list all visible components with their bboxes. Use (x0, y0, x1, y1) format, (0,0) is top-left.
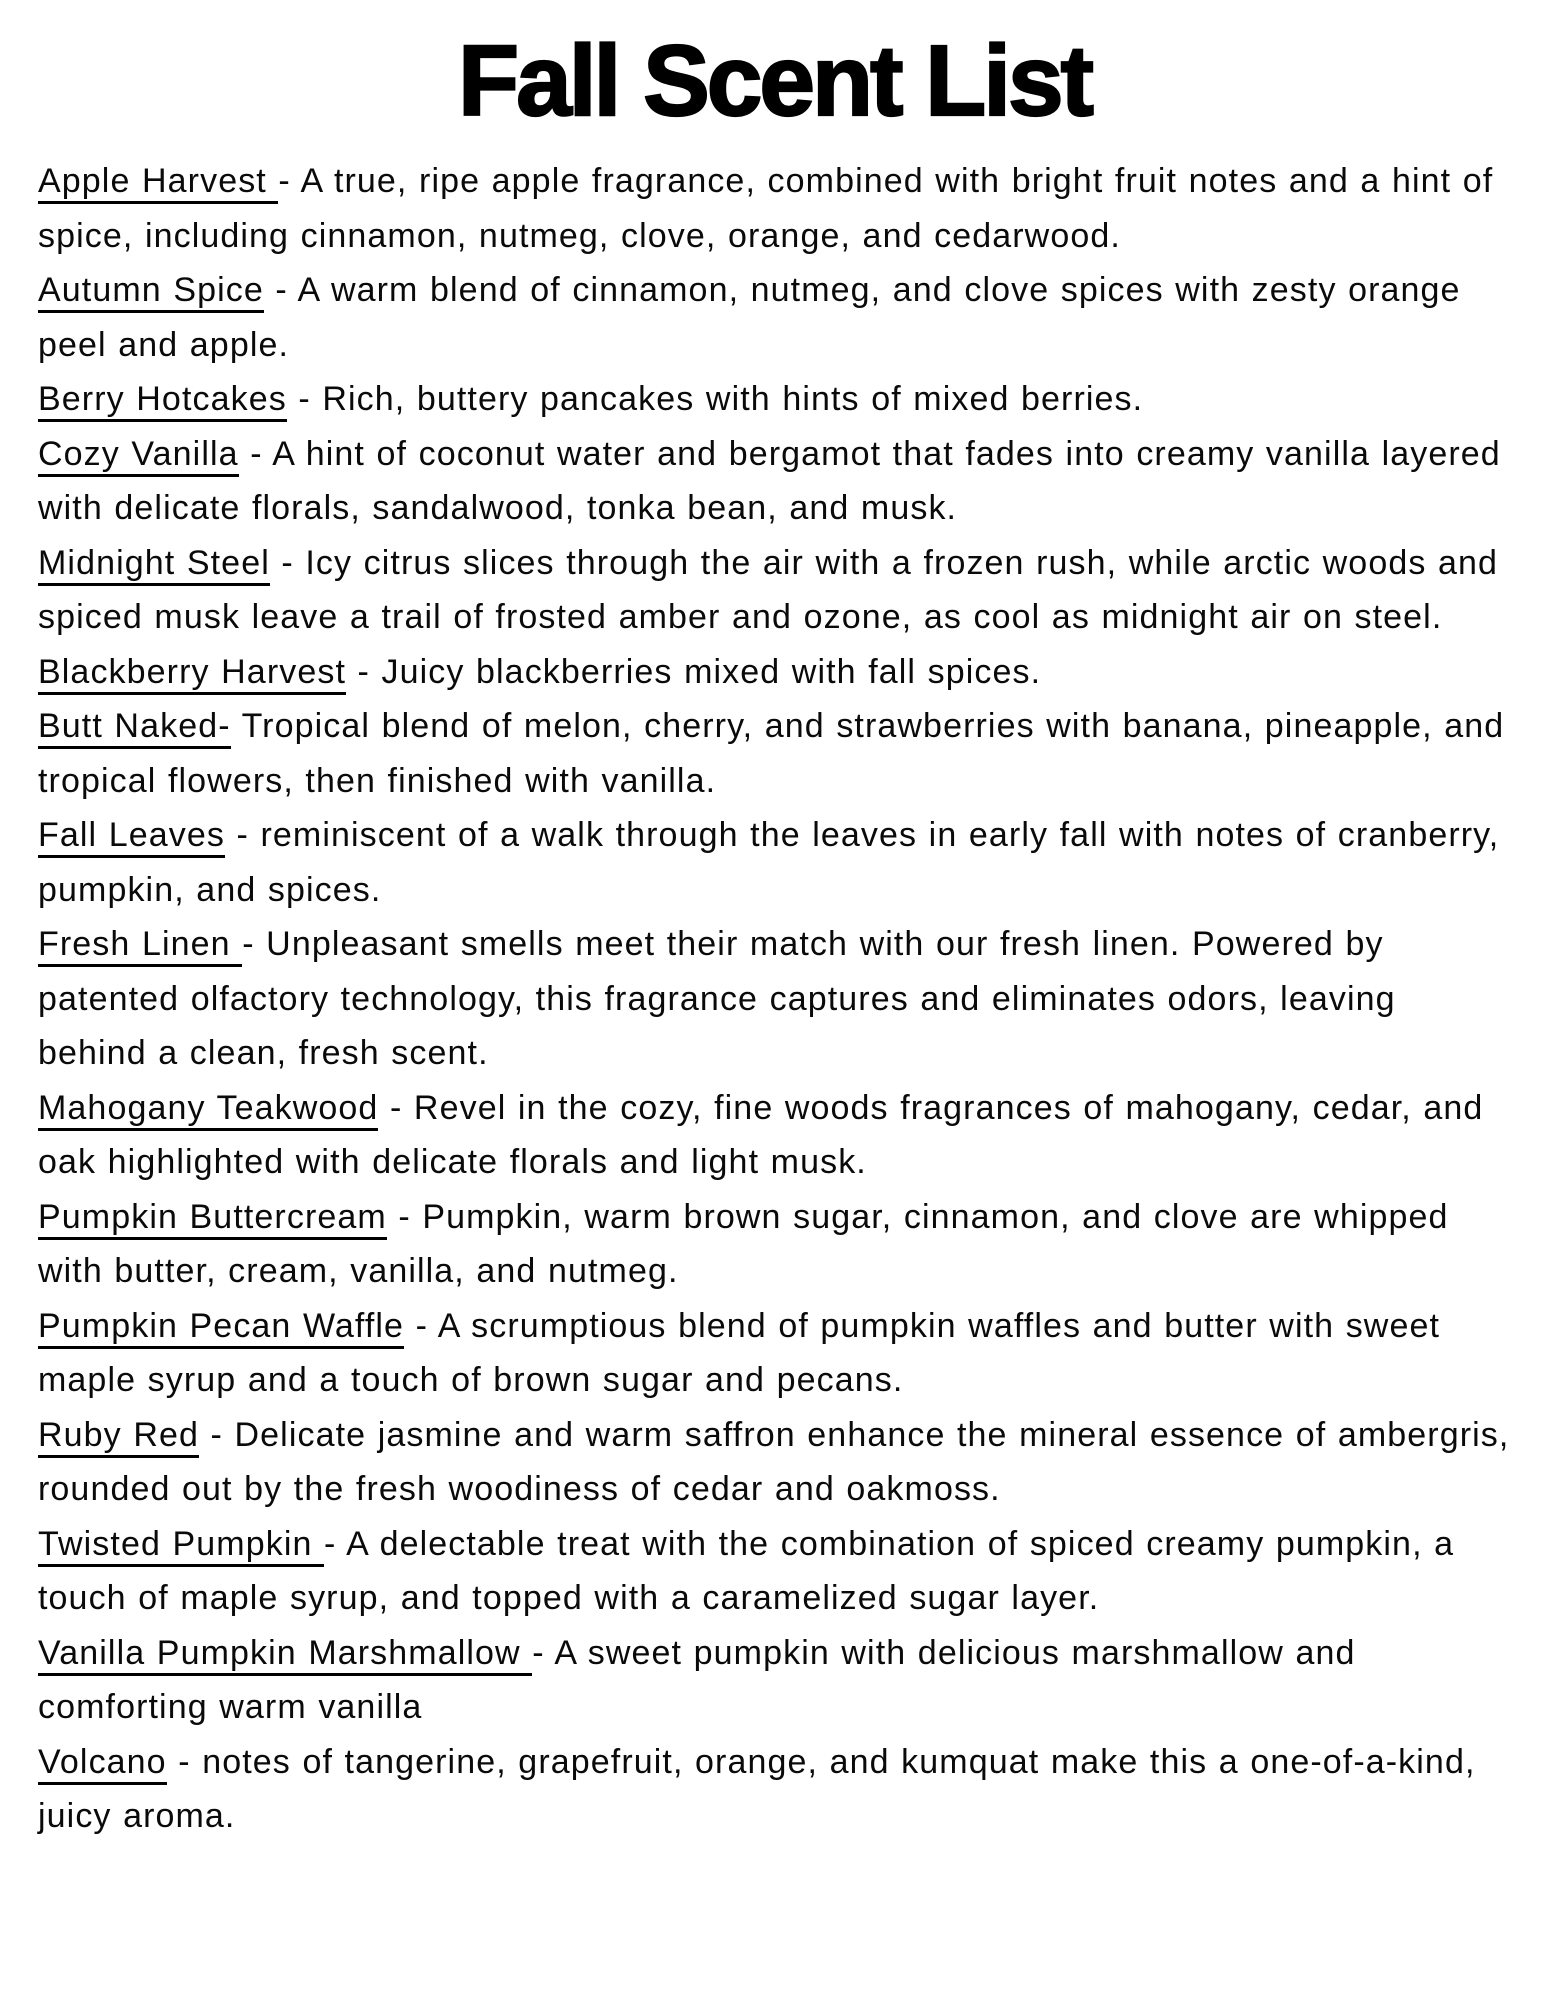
scent-name: Pumpkin Buttercream (38, 1198, 387, 1240)
scent-description: - reminiscent of a walk through the leaves in early fall with notes of cranberry, pumpkin, and spices. (38, 816, 1500, 909)
scent-name: Mahogany Teakwood (38, 1089, 378, 1131)
scent-name: Ruby Red (38, 1416, 199, 1458)
scent-entry (38, 427, 1511, 536)
scent-name: Pumpkin Pecan Waffle (38, 1307, 404, 1349)
scent-entry (38, 808, 1511, 917)
scent-description: - Pumpkin, warm brown sugar, cinnamon, and clove are whipped with butter, cream, vanilla, and nutmeg. (38, 1197, 1449, 1290)
scent-entry (38, 645, 1511, 700)
scent-entry (38, 154, 1511, 263)
scent-name: Fresh Linen (38, 925, 242, 967)
scent-entry (38, 1408, 1511, 1517)
scent-description: - Revel in the cozy, fine woods fragrances of mahogany, cedar, and oak highlighted with delicate florals and light musk. (38, 1088, 1484, 1181)
scent-name: Cozy Vanilla (38, 435, 239, 477)
scent-description: - A true, ripe apple fragrance, combined with bright fruit notes and a hint of spice, including cinnamon, nutmeg, clove, orange, and cedarwood. (38, 162, 1494, 255)
scent-name: Berry Hotcakes (38, 380, 287, 422)
scent-description: - Icy citrus slices through the air with a frozen rush, while arctic woods and spiced musk leave a trail of frosted amber and ozone, as cool as midnight air on steel. (38, 543, 1499, 636)
scent-entry (38, 263, 1511, 372)
scent-entry (38, 1299, 1511, 1408)
scent-name: Vanilla Pumpkin Marshmallow (38, 1634, 532, 1676)
scent-name: Autumn Spice (38, 271, 264, 313)
scent-list (38, 154, 1511, 1844)
scent-entry (38, 372, 1511, 427)
scent-entry (38, 1517, 1511, 1626)
scent-entry (38, 1626, 1511, 1735)
scent-description: - A hint of coconut water and bergamot that fades into creamy vanilla layered with delicate florals, sandalwood, tonka bean, and musk. (38, 434, 1501, 527)
scent-entry (38, 1190, 1511, 1299)
scent-description: - Juicy blackberries mixed with fall spices. (346, 652, 1042, 691)
scent-description: - A sweet pumpkin with delicious marshmallow and comforting warm vanilla (38, 1633, 1356, 1726)
scent-name: Twisted Pumpkin (38, 1525, 324, 1567)
scent-description: - notes of tangerine, grapefruit, orange, and kumquat make this a one-of-a-kind, juicy aroma. (38, 1742, 1476, 1835)
scent-entry (38, 1081, 1511, 1190)
page-title: Fall Scent List (458, 25, 1091, 137)
scent-name: Blackberry Harvest (38, 653, 346, 695)
scent-name: Apple Harvest (38, 162, 278, 204)
scent-description: - A warm blend of cinnamon, nutmeg, and clove spices with zesty orange peel and apple. (38, 271, 1461, 364)
scent-entry (38, 699, 1511, 808)
scent-description: - Delicate jasmine and warm saffron enhance the mineral essence of ambergris, rounded out by the fresh woodiness of cedar and oakmoss. (38, 1415, 1510, 1508)
scent-entry (38, 1735, 1511, 1844)
scent-name: Fall Leaves (38, 816, 225, 858)
scent-name: Butt Naked- (38, 707, 231, 749)
scent-description: - Rich, buttery pancakes with hints of mixed berries. (286, 380, 1144, 418)
scent-name: Midnight Steel (38, 544, 270, 586)
scent-entry (38, 917, 1511, 1081)
scent-description: - A delectable treat with the combination of spiced creamy pumpkin, a touch of maple syrup, and topped with a caramelized sugar layer. (38, 1524, 1455, 1617)
scent-description: - Unpleasant smells meet their match with our fresh linen. Powered by patented olfactory technology, this fragrance captures and eliminates odors, leaving behind a clean, fresh scent. (38, 925, 1396, 1072)
scent-description: Tropical blend of melon, cherry, and strawberries with banana, pineapple, and tropical flowers, then finished with vanilla. (38, 707, 1505, 800)
scent-name: Volcano (38, 1743, 167, 1785)
scent-entry (38, 536, 1511, 645)
scent-description: - A scrumptious blend of pumpkin waffles and butter with sweet maple syrup and a touch of brown sugar and pecans. (38, 1306, 1441, 1399)
